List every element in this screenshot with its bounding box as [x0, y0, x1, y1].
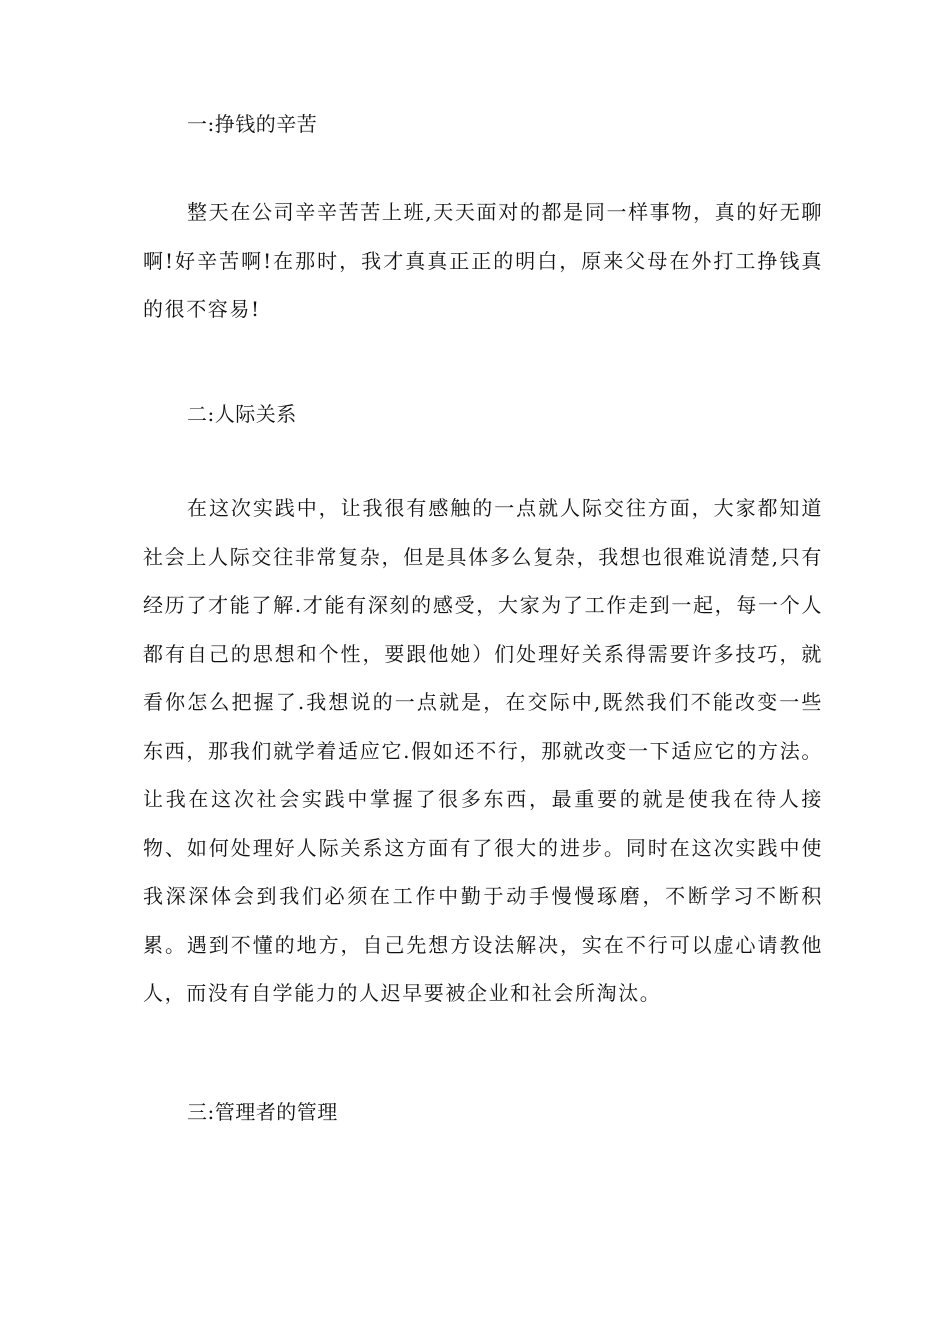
section-2-heading: 二:人际关系	[187, 402, 297, 426]
section-1-heading: 一:挣钱的辛苦	[187, 112, 318, 136]
section-3-heading: 三:管理者的管理	[187, 1100, 338, 1124]
section-2-paragraph: 在这次实践中，让我很有感触的一点就人际交往方面，大家都知道社会上人际交往非常复杂，但是具体多么复杂，我想也很难说清楚,只有经历了才能了解.才能有深刻的感受，大家为了工作走到一起，每一个人都有自己的思想和个性，要跟他她）们处理好关系得需要许多技巧，就看你怎么把握了.我想说的一点就是，在交际中,既然我们不能改变一些东西，那我们就学着适应它.假如还不行，那就改变一下适应它的方法。让我在这次社会实践中掌握了很多东西，最重要的就是使我在待人接物、如何处理好人际关系这方面有了很大的进步。同时在这次实践中使我深深体会到我们必须在工作中勤于动手慢慢琢磨，不断学习不断积累。遇到不懂的地方，自己先想方设法解决，实在不行可以虚心请教他人，而没有自学能力的人迟早要被企业和社会所淘汰。	[143, 496, 823, 1005]
section-1-paragraph: 整天在公司辛辛苦苦上班,天天面对的都是同一样事物，真的好无聊啊!好辛苦啊!在那时，我才真真正正的明白，原来父母在外打工挣钱真的很不容易!	[143, 200, 823, 321]
